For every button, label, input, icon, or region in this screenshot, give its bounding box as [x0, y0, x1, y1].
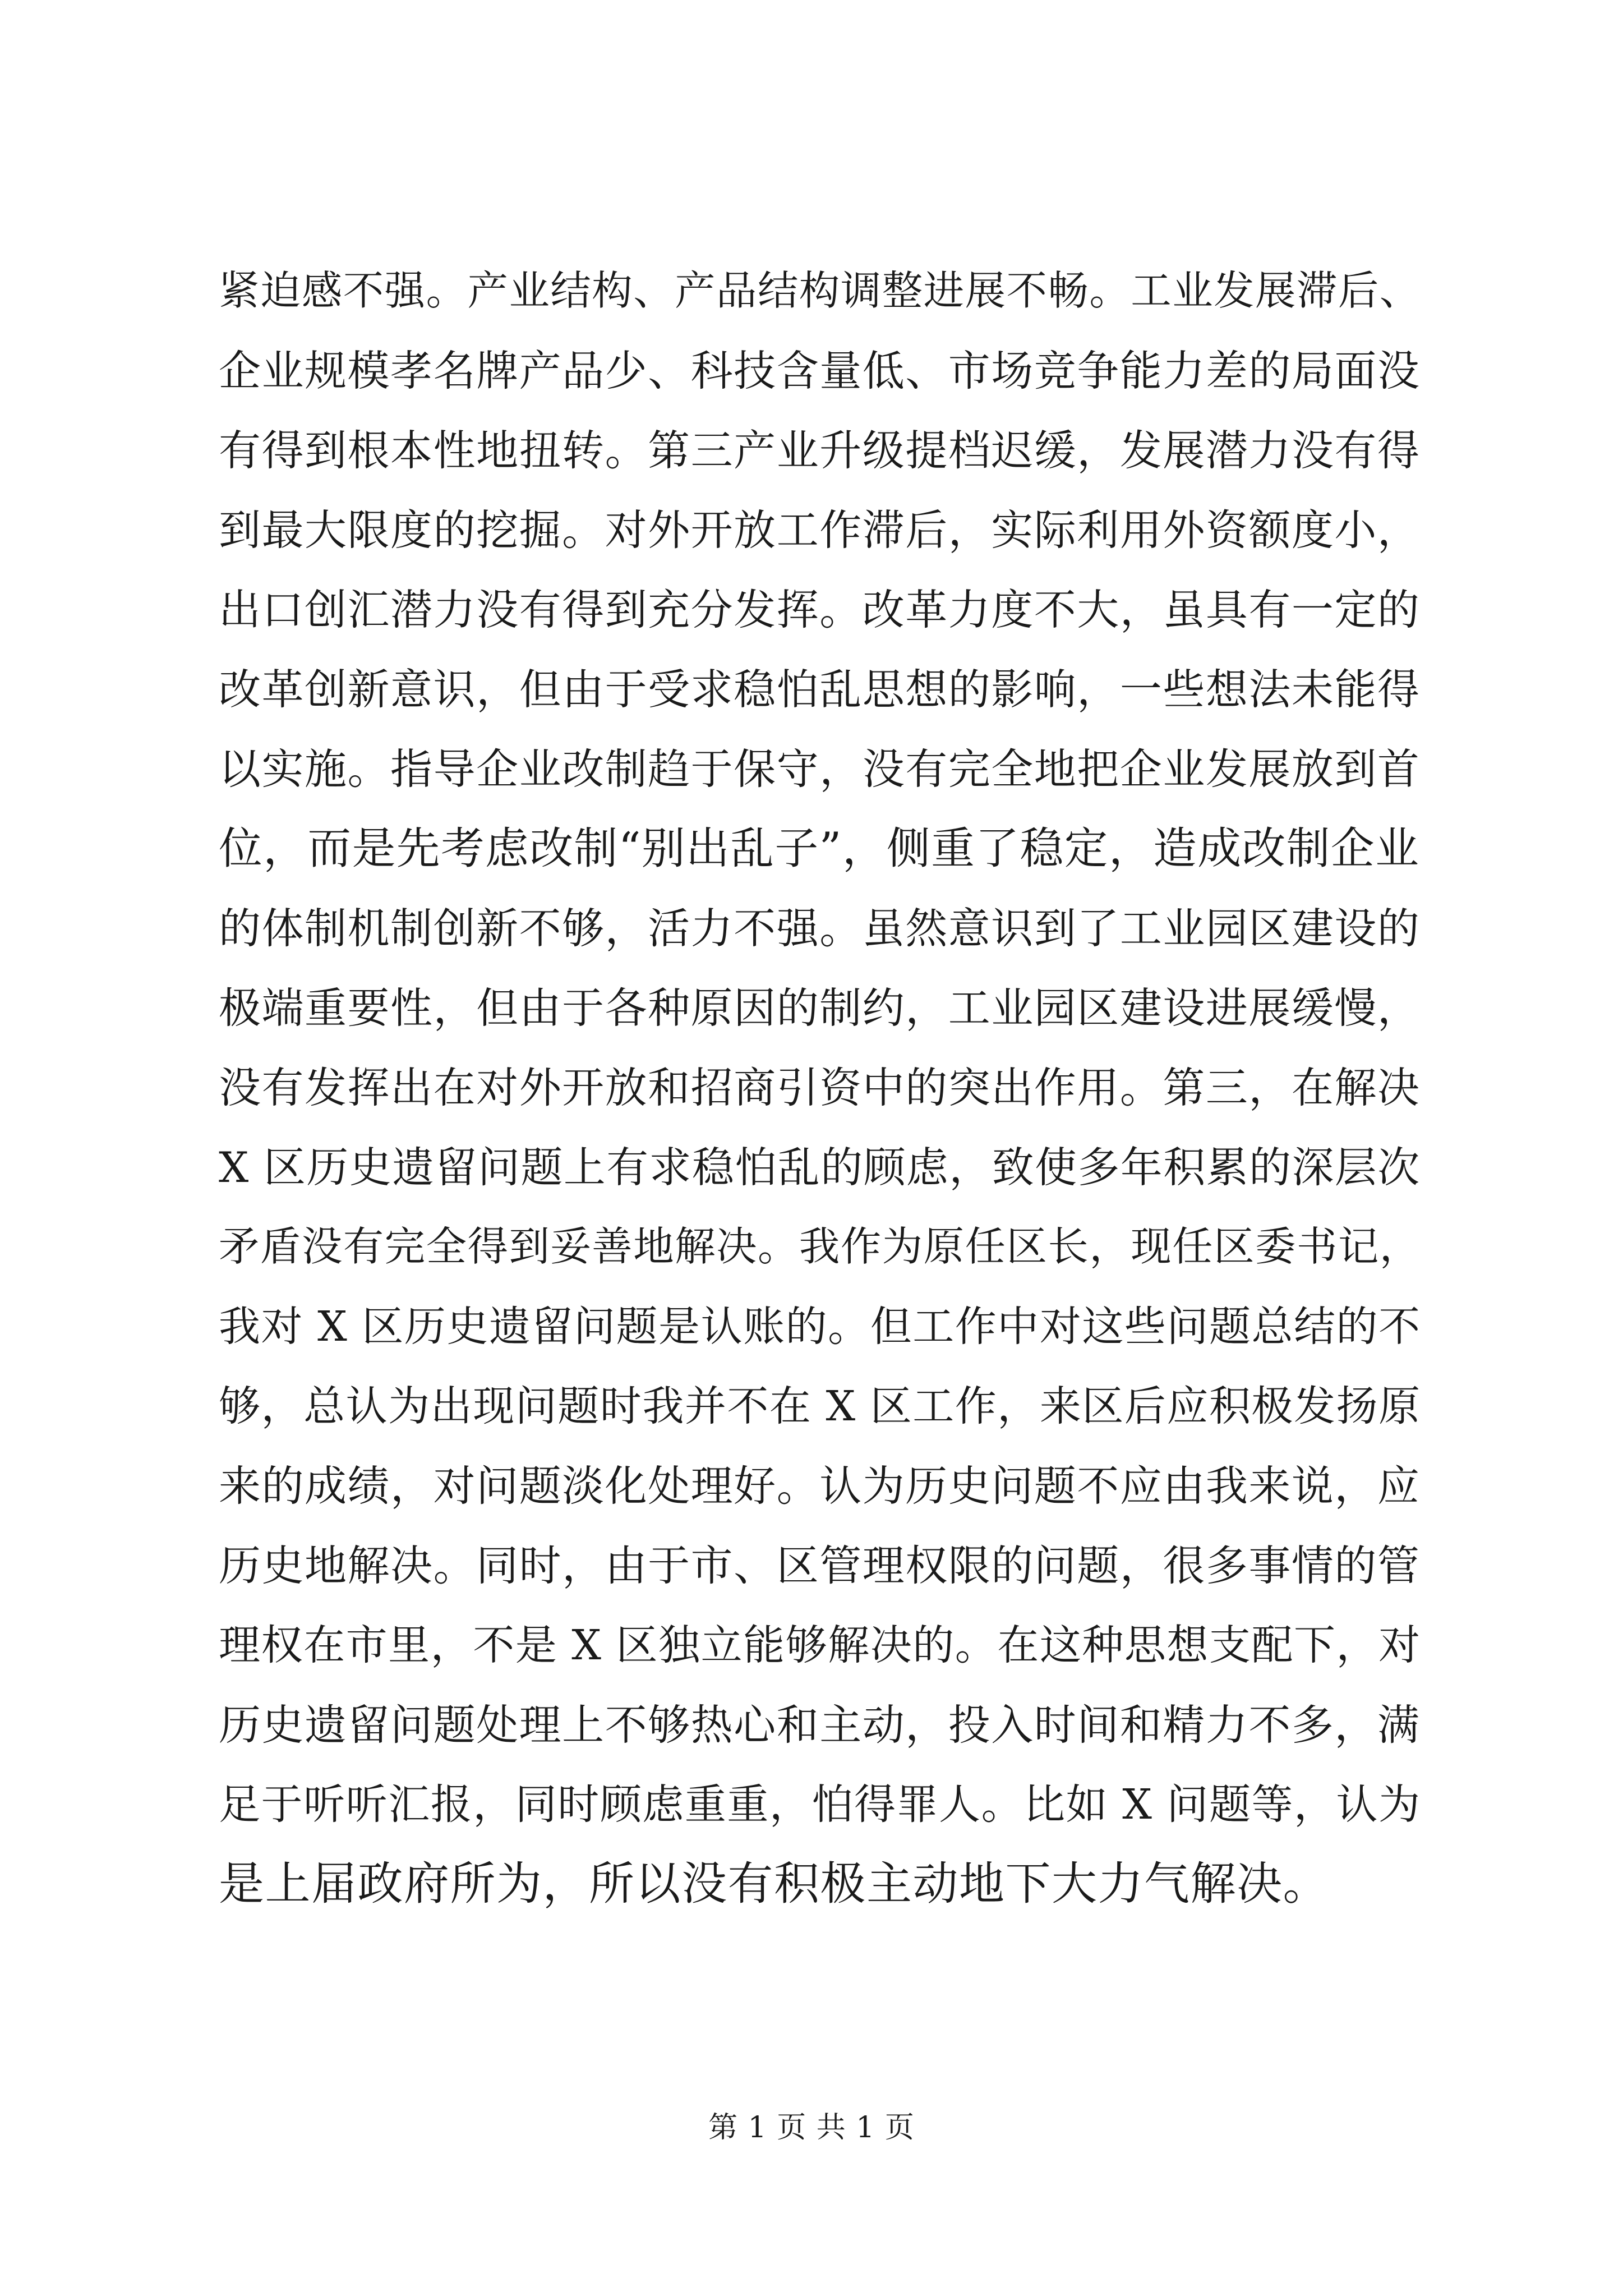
- text-line: 来的成绩，对问题淡化处理好。认为历史问题不应由我来说，应: [219, 1461, 1421, 1511]
- text-line: 出口创汇潜力没有得到充分发挥。改革力度不大，虽具有一定的: [219, 585, 1421, 634]
- page-number: 第 1 页 共 1 页: [708, 2111, 915, 2145]
- text-line: 理权在市里，不是 X 区独立能够解决的。在这种思想支配下，对: [219, 1621, 1421, 1669]
- text-line: 历史地解决。同时，由于市、区管理权限的问题，很多事情的管: [219, 1541, 1421, 1590]
- text-line: 紧迫感不强。产业结构、产品结构调整进展不畅。工业发展滞后、: [219, 268, 1421, 315]
- text-line: 企业规模孝名牌产品少、科技含量低、市场竞争能力差的局面没: [219, 346, 1421, 395]
- text-line: 没有发挥出在对外开放和招商引资中的突出作用。第三，在解决: [219, 1063, 1421, 1112]
- text-line: 有得到根本性地扭转。第三产业升级提档迟缓，发展潜力没有得: [219, 426, 1421, 475]
- text-line: 够，总认为出现问题时我并不在 X 区工作，来区后应积极发扬原: [219, 1382, 1421, 1430]
- text-line: 到最大限度的挖掘。对外开放工作滞后，实际利用外资额度小，: [219, 505, 1421, 555]
- text-line: 的体制机制创新不够，活力不强。虽然意识到了工业园区建设的: [219, 904, 1421, 953]
- text-line: 历史遗留问题处理上不够热心和主动，投入时间和精力不多，满: [219, 1700, 1421, 1750]
- text-line: 极端重要性，但由于各种原因的制约，工业园区建设进展缓慢，: [219, 983, 1421, 1033]
- text-line: 我对 X 区历史遗留问题是认账的。但工作中对这些问题总结的不: [219, 1303, 1421, 1351]
- text-line: 位，而是先考虑改制“别出乱子”，侧重了稳定，造成改制企业: [219, 823, 1420, 874]
- page-footer: [0, 2108, 1623, 2147]
- body-text: [219, 251, 1419, 1924]
- text-line: 是上届政府所为，所以没有积极主动地下大力气解决。: [219, 1858, 1330, 1911]
- text-line: 矛盾没有完全得到妥善地解决。我作为原任区长，现任区委书记，: [219, 1223, 1421, 1271]
- text-line: 改革创新意识，但由于受求稳怕乱思想的影响，一些想法未能得: [219, 665, 1421, 714]
- text-line: X 区历史遗留问题上有求稳怕乱的顾虑，致使多年积累的深层次: [219, 1143, 1421, 1192]
- text-line: 以实施。指导企业改制趋于保守，没有完全地把企业发展放到首: [219, 744, 1421, 794]
- text-line: 足于听听汇报，同时顾虑重重，怕得罪人。比如 X 问题等，认为: [219, 1780, 1421, 1829]
